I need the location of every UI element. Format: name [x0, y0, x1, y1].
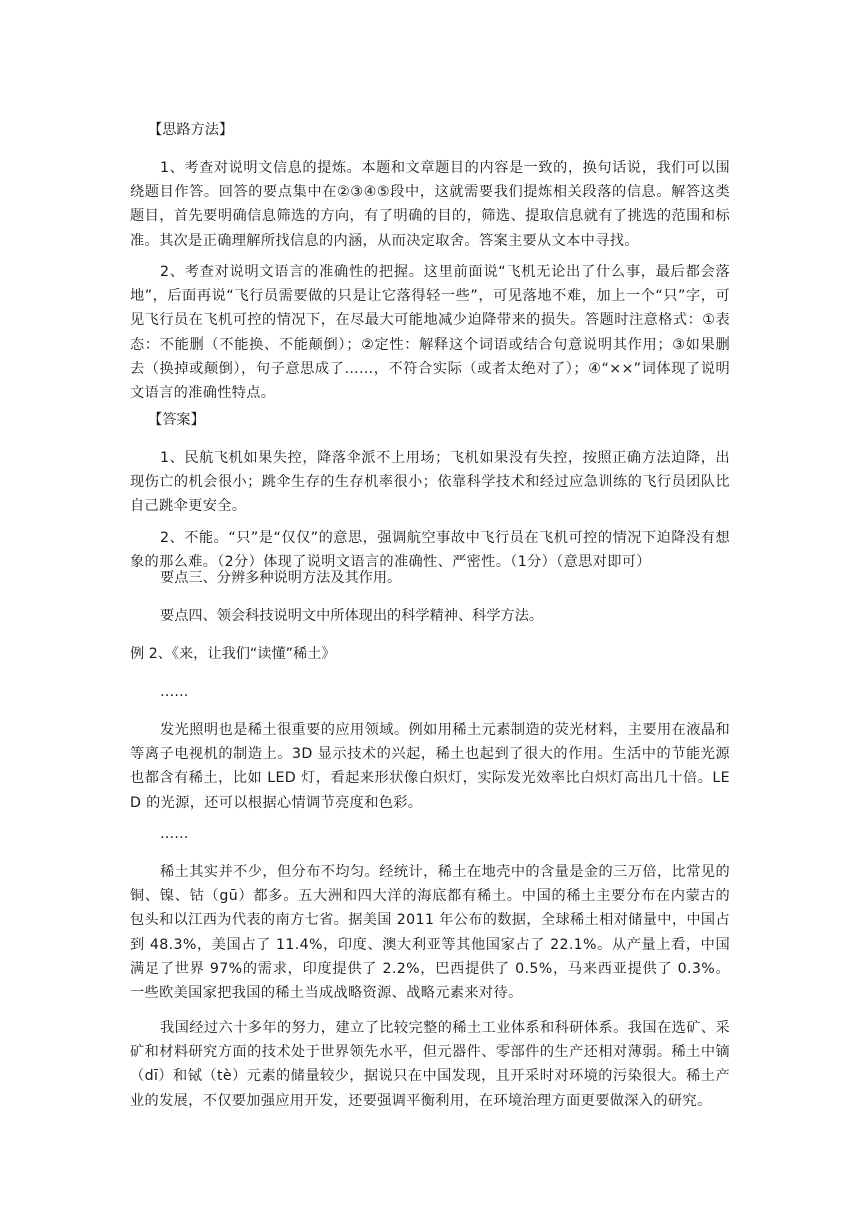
ellipsis-2: ……: [160, 826, 189, 842]
point-four: 要点四、领会科技说明文中所体现出的科学精神、科学方法。: [160, 608, 544, 624]
ellipsis-1: ……: [160, 684, 189, 700]
lighting-paragraph: 发光照明也是稀土很重要的应用领域。例如用稀土元素制造的荧光材料，主要用在液晶和等离子电视机的制造上。3D 显示技术的兴起，稀土也起到了很大的作用。生活中的节能光源也都含有稀土，比如 LED 灯，看起来形状像白炽灯，实际发光效率比白炽灯高出几十倍。LED 的光源，还可以根据心情调节亮度和色彩。: [130, 722, 730, 811]
distribution-paragraph: 稀土其实并不少，但分布不均匀。经统计，稀土在地壳中的含量是金的三万倍，比常见的铜、镍、钴（gū）都多。五大洲和四大洋的海底都有稀土。中国的稀土主要分布在内蒙古的包头和以江西为代表的南方七省。据美国 2011 年公布的数据，全球稀土相对储量中，中国占到 48.3%，美国占了 11.4%，印度、澳大利亚等其他国家占了 22.1%。从产量上看，中国满足了世界 97%的需求，印度提供了 2.2%，巴西提供了 0.5%，马来西亚提供了 0.3%。一些欧美国家把我国的稀土当成战略资源、战略元素来对待。: [130, 864, 730, 1002]
method-paragraph-1: 1、考查对说明文信息的提炼。本题和文章题目的内容是一致的，换句话说，我们可以围绕题目作答。回答的要点集中在②③④⑤段中，这就需要我们提炼相关段落的信息。解答这类题目，首先要明确信息筛选的方向，有了明确的目的，筛选、提取信息就有了挑选的范围和标准。其次是正确理解所找信息的内涵，从而决定取舍。答案主要从文本中寻找。: [130, 160, 730, 249]
answer-paragraph-2: 2、不能。“只”是“仅仅”的意思，强调航空事故中飞行员在飞机可控的情况下迫降没有想象的那么难。（2分）体现了说明文语言的准确性、严密性。（1分）（意思对即可）: [130, 530, 730, 571]
method-paragraph-2: 2、考查对说明文语言的准确性的把握。这里前面说“飞机无论出了什么事，最后都会落地”，后面再说“飞行员需要做的只是让它落得轻一些”，可见落地不难，加上一个“只”字，可见飞行员在飞机可控的情况下，在尽最大可能地减少迫降带来的损失。答题时注意格式：①表态：不能删（不能换、不能颠倒）；②定性：解释这个词语或结合句意说明其作用；③如果删去（换掉或颠倒），句子意思成了……，不符合实际（或者太绝对了）；④“××”词体现了说明文语言的准确性特点。: [130, 264, 730, 402]
example-two-title: 例 2、《来，让我们“读懂”稀土》: [130, 646, 336, 662]
heading-answer: 【答案】: [148, 412, 205, 428]
heading-method: 【思路方法】: [148, 122, 234, 138]
point-three: 要点三、分辨多种说明方法及其作用。: [160, 570, 402, 586]
answer-paragraph-1: 1、民航飞机如果失控，降落伞派不上用场；飞机如果没有失控，按照正确方法迫降，出现伤亡的机会很小；跳伞生存的生存机率很小；依靠科学技术和经过应急训练的飞行员团队比自己跳伞更安全。: [130, 450, 730, 515]
industry-paragraph: 我国经过六十多年的努力，建立了比较完整的稀土工业体系和科研体系。我国在选矿、采矿和材料研究方面的技术处于世界领先水平，但元器件、零部件的生产还相对薄弱。稀土中镝（dī）和铽（tè）元素的储量较少，据说只在中国发现，且开采时对环境的污染很大。稀土产业的发展，不仅要加强应用开发，还要强调平衡利用，在环境治理方面更要做深入的研究。: [130, 1020, 730, 1109]
